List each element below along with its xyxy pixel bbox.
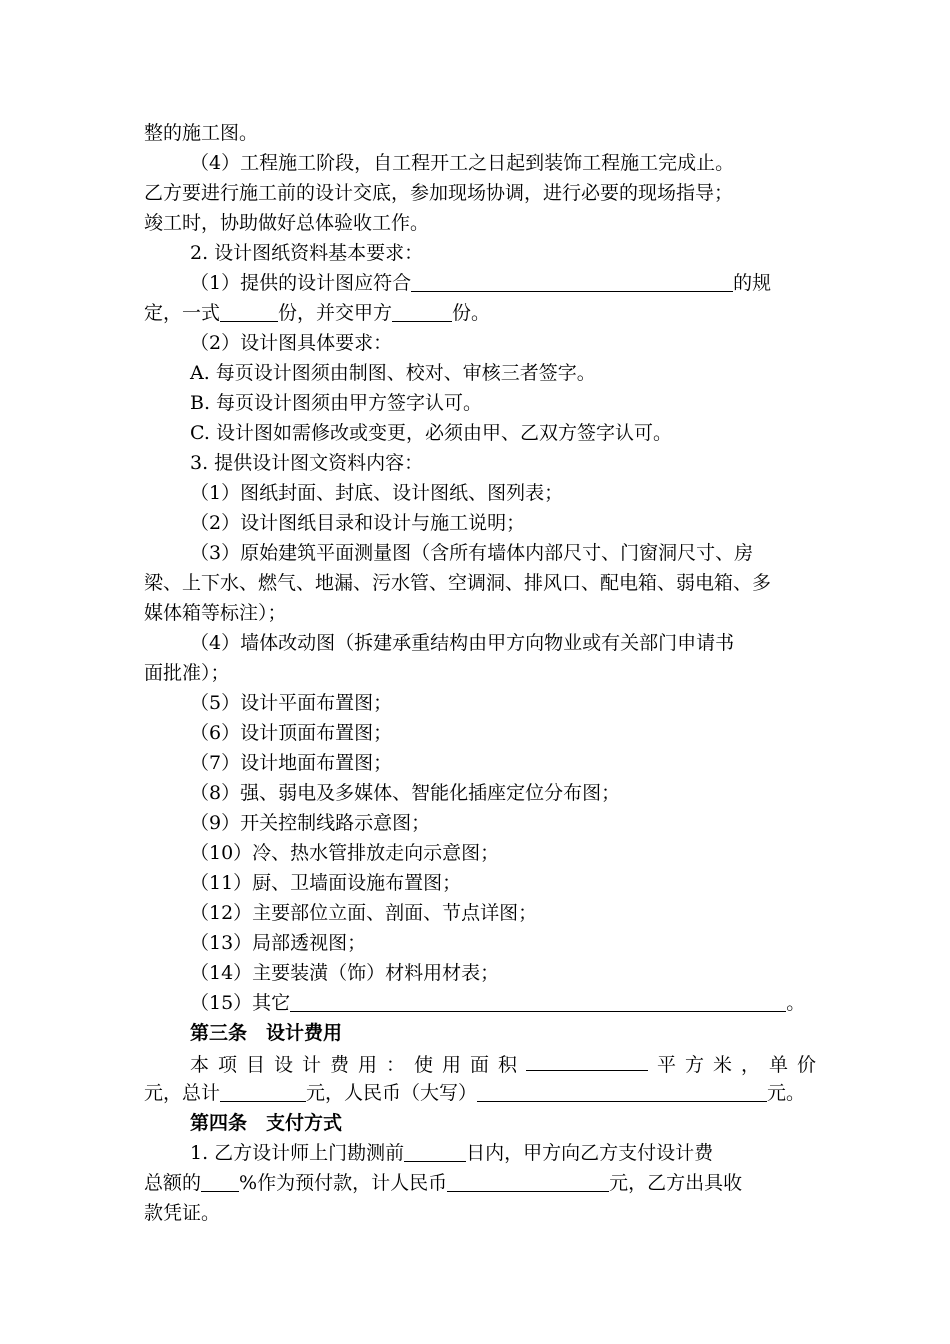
text-line: 媒体箱等标注）； (144, 602, 287, 624)
blank-field[interactable] (447, 1169, 609, 1192)
section-heading-4: 第四条 支付方式 (190, 1112, 343, 1134)
text-line: （14）主要装潢（饰）材料用材表； (190, 962, 500, 984)
text-char: ： (386, 1054, 406, 1076)
text-segment: 份。 (452, 302, 491, 324)
blank-field[interactable] (404, 1139, 466, 1162)
text-segment: 定，一式 (144, 302, 221, 324)
text-segment: 份，并交甲方 (278, 302, 393, 324)
text-char: 单 (768, 1054, 788, 1076)
blank-field[interactable] (526, 1048, 648, 1071)
text-line: （13）局部透视图； (190, 932, 367, 954)
text-segment: 总额的 (144, 1172, 202, 1194)
text-line: （4）工程施工阶段，自工程开工之日起到装饰工程施工完成止。 (190, 152, 735, 174)
text-line: 面批准）； (144, 662, 230, 684)
text-line (144, 1078, 820, 1108)
text-char: 目 (246, 1054, 266, 1076)
text-line (144, 298, 820, 328)
section-heading-3: 第三条 设计费用 (190, 1022, 343, 1044)
text-char: 价 (796, 1054, 816, 1076)
text-line: 3. 提供设计图文资料内容： (190, 452, 424, 474)
text-line: （3）原始建筑平面测量图（含所有墙体内部尺寸、门窗洞尺寸、房 (190, 542, 754, 564)
text-segment: 元。 (767, 1082, 806, 1104)
blank-field[interactable] (220, 299, 278, 322)
text-line (144, 1138, 820, 1168)
text-char: 米 (712, 1054, 732, 1076)
document-page (144, 118, 820, 1228)
text-line: 乙方要进行施工前的设计交底，参加现场协调，进行必要的现场指导； (144, 182, 734, 204)
text-char: ， (740, 1054, 760, 1076)
blank-field[interactable] (411, 269, 733, 292)
text-segment: 1. 乙方设计师上门勘测前 (190, 1142, 405, 1164)
text-line: （6）设计顶面布置图； (190, 722, 393, 744)
text-char: 计 (302, 1054, 322, 1076)
text-line: B. 每页设计图须由甲方签字认可。 (190, 392, 483, 414)
blank-field[interactable] (290, 989, 786, 1012)
text-char: 用 (358, 1054, 378, 1076)
text-segment: （1）提供的设计图应符合 (190, 272, 412, 294)
text-line: （10）冷、热水管排放走向示意图； (190, 842, 500, 864)
text-line (144, 268, 820, 298)
text-segment: 的规 (733, 272, 772, 294)
text-line: C. 设计图如需修改或变更，必须由甲、乙双方签字认可。 (190, 422, 672, 444)
text-segment: 元，总计 (144, 1082, 221, 1104)
text-char: 使 (414, 1054, 434, 1076)
text-segment: （15）其它 (190, 992, 291, 1014)
text-char: 项 (218, 1054, 238, 1076)
text-segment: 。 (786, 992, 806, 1014)
text-line: 整的施工图。 (144, 122, 259, 144)
text-line: （11）厨、卫墙面设施布置图； (190, 872, 462, 894)
text-line: （1）图纸封面、封底、设计图纸、图列表； (190, 482, 564, 504)
text-char: 积 (498, 1054, 518, 1076)
text-line: （8）强、弱电及多媒体、智能化插座定位分布图； (190, 782, 621, 804)
text-char: 面 (470, 1054, 490, 1076)
blank-field[interactable] (220, 1079, 306, 1102)
blank-field[interactable] (477, 1079, 767, 1102)
text-line (144, 1168, 820, 1198)
text-line: 款凭证。 (144, 1202, 221, 1224)
text-line-justified (144, 1048, 820, 1078)
text-char: 设 (274, 1054, 294, 1076)
text-char: 平 (656, 1054, 676, 1076)
text-char: 方 (684, 1054, 704, 1076)
blank-field[interactable] (201, 1169, 239, 1192)
text-char: 费 (330, 1054, 350, 1076)
text-line: （9）开关控制线路示意图； (190, 812, 431, 834)
text-line (144, 988, 820, 1018)
text-segment: 日内，甲方向乙方支付设计费 (466, 1142, 714, 1164)
text-line: 2. 设计图纸资料基本要求： (190, 242, 424, 264)
text-line: 竣工时，协助做好总体验收工作。 (144, 212, 430, 234)
text-line: （12）主要部位立面、剖面、节点详图； (190, 902, 538, 924)
text-segment: %作为预付款，计人民币 (239, 1172, 448, 1194)
text-line: （2）设计图具体要求： (190, 332, 393, 354)
text-line: 梁、上下水、燃气、地漏、污水管、空调洞、排风口、配电箱、弱电箱、多 (144, 572, 772, 594)
text-line: A. 每页设计图须由制图、校对、审核三者签字。 (190, 362, 596, 384)
text-line: （5）设计平面布置图； (190, 692, 393, 714)
text-line: （2）设计图纸目录和设计与施工说明； (190, 512, 526, 534)
text-char: 用 (442, 1054, 462, 1076)
text-segment: 元，人民币（大写） (306, 1082, 478, 1104)
text-line: （4）墙体改动图（拆建承重结构由甲方向物业或有关部门申请书 (190, 632, 735, 654)
text-line: （7）设计地面布置图； (190, 752, 393, 774)
text-segment: 元，乙方出具收 (609, 1172, 743, 1194)
text-char: 本 (190, 1054, 210, 1076)
blank-field[interactable] (392, 299, 452, 322)
